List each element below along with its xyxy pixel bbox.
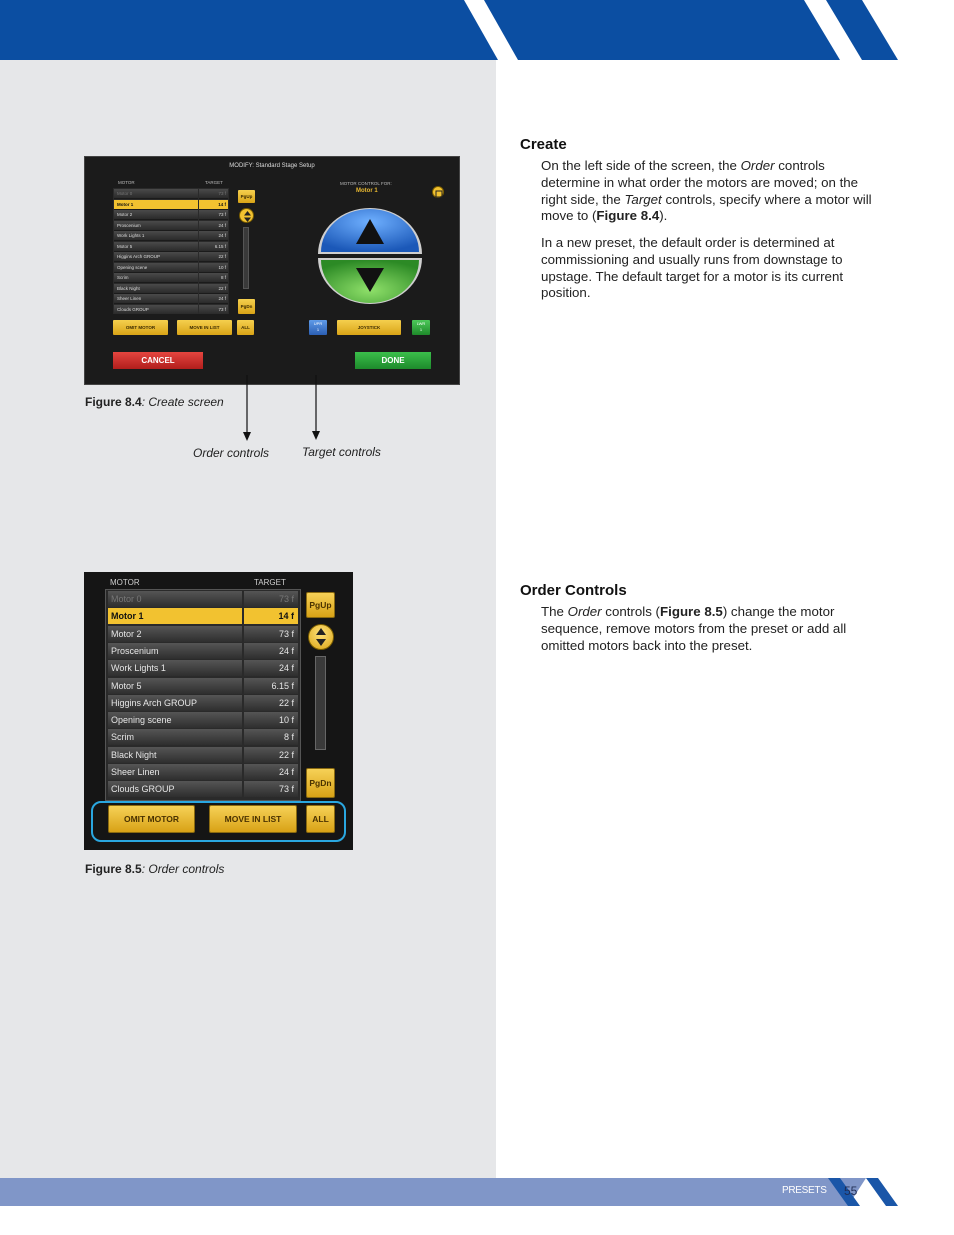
motor-list-row[interactable] [114,263,230,273]
motor-target: 14 f [199,200,228,210]
order-controls-heading: Order Controls [520,582,627,599]
order-controls-figure [84,572,353,850]
create-screen-figure [84,156,460,385]
motor-name: Sheer Linen [108,764,242,780]
motor-list-row[interactable] [108,591,300,608]
motor-target: 22 f [199,284,228,294]
motor-name: Motor 0 [108,591,242,607]
motor-list [113,188,229,314]
motor-list-row[interactable] [114,284,230,294]
motor-target: 73 f [199,210,228,220]
motor-target: 14 f [244,608,298,624]
motor-target: 24 f [244,764,298,780]
motor-target: 24 f [244,643,298,659]
motor-list-row[interactable] [114,273,230,283]
motor-target: 8 f [244,729,298,745]
motor-name: Clouds GROUP [114,305,198,315]
motor-list-row[interactable] [108,643,300,660]
motor-target: 6.15 f [244,678,298,694]
motor-name: Scrim [114,273,198,283]
motor-list-row[interactable] [108,678,300,695]
motor-target: 73 f [244,626,298,642]
motor-name: Scrim [108,729,242,745]
scroll-arrows-icon[interactable] [239,208,254,223]
motor-target: 10 f [244,712,298,728]
header-band [0,0,954,60]
motor-list-row[interactable] [114,242,230,252]
motor-target: 24 f [244,660,298,676]
move-in-list-button[interactable]: MOVE IN LIST [209,805,297,833]
motor-list-row[interactable] [108,660,300,677]
motor-target: 24 f [199,231,228,241]
motor-control-for-label: MOTOR CONTROL FOR: [340,181,392,186]
pgup-button[interactable]: PgUp [238,190,255,203]
motor-target: 24 f [199,221,228,231]
motor-name: Motor 5 [114,242,198,252]
done-button[interactable]: DONE [355,352,431,369]
motor-list-row[interactable] [114,200,230,210]
figure-8-4-caption: Figure 8.4: Create screen [85,395,224,409]
pgup-button[interactable]: PgUp [306,592,335,618]
motor-name: Black Night [108,747,242,763]
motor-name: Higgins Arch GROUP [114,252,198,262]
settings-icon[interactable] [432,186,444,198]
selected-motor-name: Motor 1 [356,188,378,194]
scroll-track[interactable] [315,656,326,750]
motor-list-row[interactable] [114,210,230,220]
motor-column-header: MOTOR [110,578,140,587]
lower-limit-button[interactable]: LWR 1 [412,320,430,335]
create-paragraph-1: On the left side of the screen, the Order controls determine in what order the motors are moved; on the right side, the Target controls, specify where a motor will move to (Figure 8.4). [541,158,872,224]
footer-section-label: PRESETS [782,1185,827,1196]
motor-name: Opening scene [114,263,198,273]
motor-name: Higgins Arch GROUP [108,695,242,711]
cancel-button[interactable]: CANCEL [113,352,203,369]
motor-name: Motor 2 [108,626,242,642]
motor-list-row[interactable] [108,781,300,798]
motor-target: 22 f [244,747,298,763]
motor-list-row[interactable] [114,294,230,304]
order-controls-callout: Order controls [193,446,270,460]
screen-title: MODIFY: Standard Stage Setup [229,163,315,169]
motor-name: Motor 1 [114,200,198,210]
motor-name: Black Night [114,284,198,294]
motor-list-row[interactable] [114,231,230,241]
create-heading: Create [520,136,567,153]
target-column-header: TARGET [254,578,286,587]
motor-name: Clouds GROUP [108,781,242,797]
motor-target: 73 f [244,781,298,797]
joystick-button[interactable]: JOYSTICK [337,320,401,335]
motor-list-row[interactable] [114,305,230,315]
motor-list-row[interactable] [108,712,300,729]
joystick-direction-control[interactable] [315,202,425,304]
motor-name: Sheer Linen [114,294,198,304]
motor-name: Motor 2 [114,210,198,220]
motor-target: 22 f [199,252,228,262]
pgdn-button[interactable]: PgDn [306,768,335,798]
move-in-list-button[interactable]: MOVE IN LIST [177,320,232,335]
motor-list-row[interactable] [108,729,300,746]
motor-name: Motor 1 [108,608,242,624]
motor-list-row[interactable] [108,747,300,764]
motor-name: Work Lights 1 [108,660,242,676]
motor-target: 73 f [244,591,298,607]
motor-name: Work Lights 1 [114,231,198,241]
omit-motor-button[interactable]: OMIT MOTOR [113,320,168,335]
motor-name: Motor 0 [114,189,198,199]
motor-list-row[interactable] [108,608,300,625]
motor-name: Motor 5 [108,678,242,694]
motor-target: 73 f [199,189,228,199]
motor-list-row[interactable] [108,626,300,643]
target-controls-callout: Target controls [302,445,381,459]
motor-target: 22 f [244,695,298,711]
target-column-header: TARGET [205,180,223,185]
callout-arrows [230,375,330,445]
motor-target: 24 f [199,294,228,304]
motor-list-row[interactable] [108,764,300,781]
motor-target: 73 f [199,305,228,315]
motor-list-row[interactable] [114,189,230,199]
figure-8-5-caption: Figure 8.5: Order controls [85,862,225,876]
motor-list-row[interactable] [114,221,230,231]
pgdn-button[interactable]: PgDn [238,299,255,314]
motor-name: Opening scene [108,712,242,728]
page-number: 55 [844,1184,858,1198]
omit-motor-button[interactable]: OMIT MOTOR [108,805,195,833]
all-button[interactable]: ALL [237,320,254,335]
scroll-track[interactable] [243,227,249,289]
motor-column-header: MOTOR [118,180,135,185]
motor-name: Proscenium [114,221,198,231]
upper-limit-button[interactable]: UPR 1 [309,320,327,335]
order-controls-paragraph: The Order controls (Figure 8.5) change the motor sequence, remove motors from the preset or add all omitted motors back into the preset. [541,604,847,653]
motor-target: 8 f [199,273,228,283]
motor-target: 6.15 f [199,242,228,252]
motor-name: Proscenium [108,643,242,659]
motor-list-row[interactable] [114,252,230,262]
all-button[interactable]: ALL [306,805,335,833]
motor-list-row[interactable] [108,695,300,712]
motor-target: 10 f [199,263,228,273]
create-paragraph-2: In a new preset, the default order is determined at commissioning and usually runs from downstage to upstage. The default target for a motor is its current position. [541,235,844,301]
scroll-arrows-icon[interactable] [308,624,334,650]
